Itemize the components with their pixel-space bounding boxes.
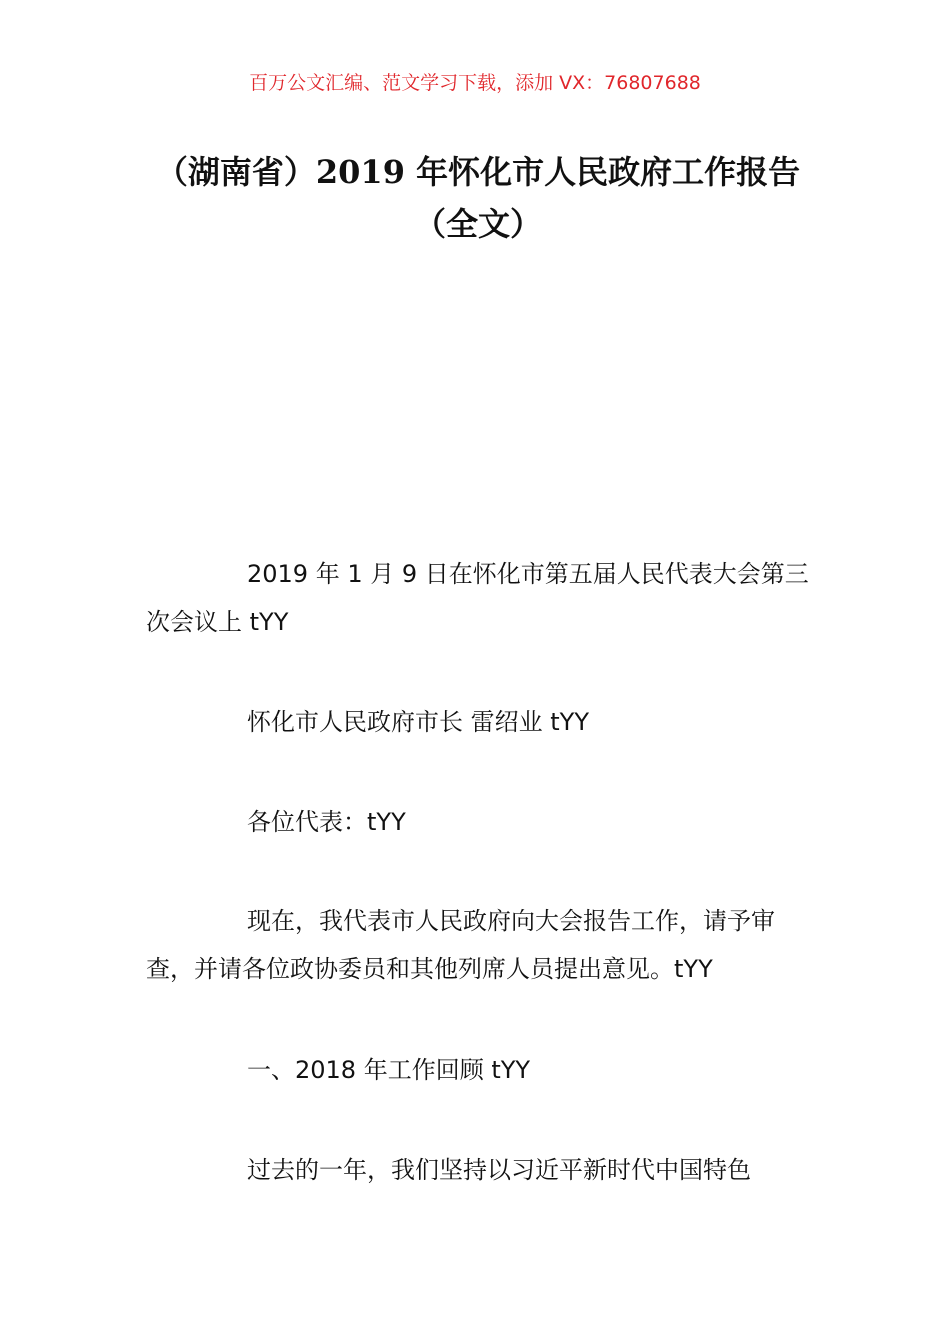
paragraph-salutation: 各位代表：tYY [247, 808, 406, 836]
promo-header: 百万公文汇编、范文学习下载，添加 VX：76807688 [249, 72, 701, 94]
paragraph-date-meeting: 2019 年 1 月 9 日在怀化市第五届人民代表大会第三次会议上 tYY [146, 560, 809, 636]
paragraph-speaker: 怀化市人民政府市长 雷绍业 tYY [247, 708, 589, 736]
document-title: （湖南省）2019 年怀化市人民政府工作报告（全文） [155, 153, 801, 243]
paragraph-intro: 现在，我代表市人民政府向大会报告工作，请予审查，并请各位政协委员和其他列席人员提出意见。tYY [146, 907, 775, 983]
section-heading-review: 一、2018 年工作回顾 tYY [247, 1056, 531, 1084]
paragraph-review-body: 过去的一年，我们坚持以习近平新时代中国特色 [247, 1156, 751, 1184]
